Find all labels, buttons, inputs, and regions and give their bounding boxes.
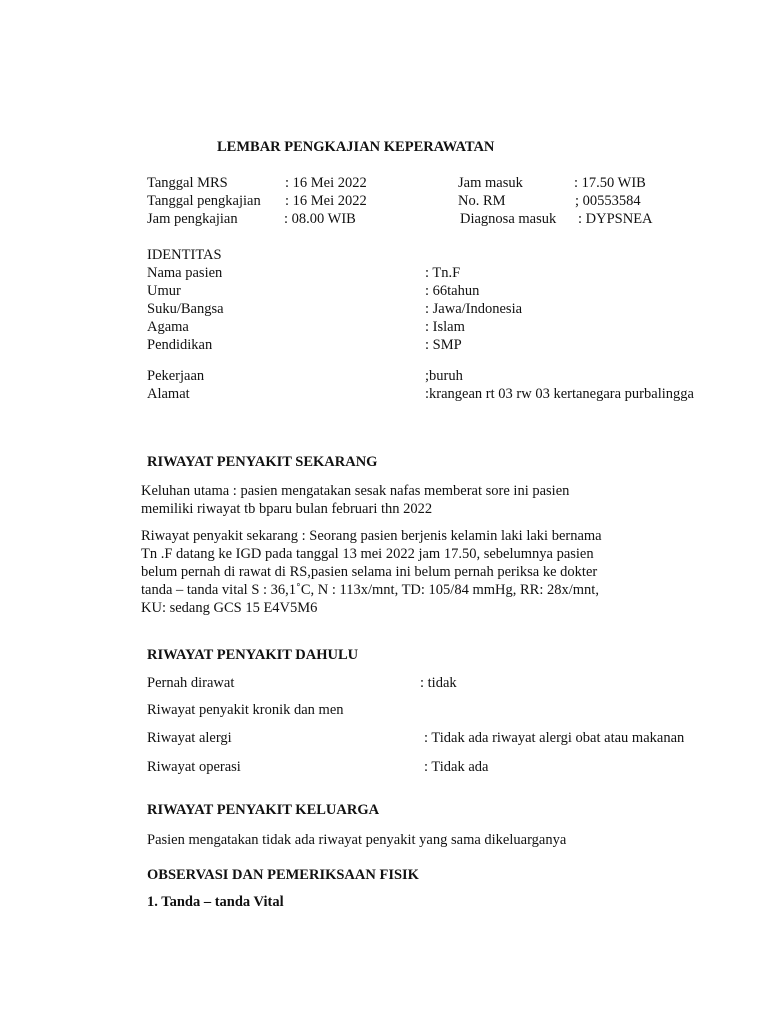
identitas-label: Pendidikan xyxy=(147,337,213,353)
jam-masuk-value: : 17.50 WIB xyxy=(574,175,646,191)
keluhan-utama-line: Keluhan utama : pasien mengatakan sesak nafas memberat sore ini pasien xyxy=(141,483,570,499)
riwayat-operasi-label: Riwayat operasi xyxy=(147,759,241,775)
riwayat-operasi-value: : Tidak ada xyxy=(424,759,489,775)
riwayat-keluarga-text: Pasien mengatakan tidak ada riwayat penyakit yang sama dikeluarganya xyxy=(147,832,567,848)
no-rm-label: No. RM xyxy=(458,193,506,209)
observasi-heading: OBSERVASI DAN PEMERIKSAAN FISIK xyxy=(147,867,419,883)
jam-pengkajian-label: Jam pengkajian xyxy=(147,211,238,227)
riwayat-kronik-label: Riwayat penyakit kronik dan men xyxy=(147,702,344,718)
riwayat-alergi-value: : Tidak ada riwayat alergi obat atau makanan xyxy=(424,730,685,746)
riwayat-alergi-label: Riwayat alergi xyxy=(147,730,232,746)
identitas-label: Suku/Bangsa xyxy=(147,301,224,317)
identitas-value: ;buruh xyxy=(425,368,463,384)
identitas-value: : 66tahun xyxy=(425,283,480,299)
riwayat-sekarang-heading: RIWAYAT PENYAKIT SEKARANG xyxy=(147,454,378,470)
identitas-value: : SMP xyxy=(425,337,462,353)
identitas-value: : Tn.F xyxy=(425,265,461,281)
tanggal-pengkajian-value: : 16 Mei 2022 xyxy=(285,193,367,209)
keluhan-utama-line: memiliki riwayat tb bparu bulan februari thn 2022 xyxy=(141,501,433,517)
tanggal-mrs-value: : 16 Mei 2022 xyxy=(285,175,367,191)
document-title: LEMBAR PENGKAJIAN KEPERAWATAN xyxy=(217,139,495,155)
diagnosa-masuk-label: Diagnosa masuk xyxy=(460,211,557,227)
identitas-value: : Jawa/Indonesia xyxy=(425,301,523,317)
tanda-vital-subheading: 1. Tanda – tanda Vital xyxy=(147,894,284,910)
no-rm-value: ; 00553584 xyxy=(575,193,641,209)
tanggal-pengkajian-label: Tanggal pengkajian xyxy=(147,193,261,209)
identitas-label: Agama xyxy=(147,319,189,335)
jam-masuk-label: Jam masuk xyxy=(458,175,523,191)
identitas-value: :krangean rt 03 rw 03 kertanegara purbalingga xyxy=(425,386,694,402)
identitas-label: Nama pasien xyxy=(147,265,223,281)
riwayat-sekarang-line: belum pernah di rawat di RS,pasien selama ini belum pernah periksa ke dokter xyxy=(141,564,598,580)
riwayat-sekarang-line: Tn .F datang ke IGD pada tanggal 13 mei 2022 jam 17.50, sebelumnya pasien xyxy=(141,546,594,562)
riwayat-keluarga-heading: RIWAYAT PENYAKIT KELUARGA xyxy=(147,802,380,818)
riwayat-sekarang-line: KU: sedang GCS 15 E4V5M6 xyxy=(141,600,318,616)
diagnosa-masuk-value: : DYPSNEA xyxy=(578,211,653,227)
identitas-label: Alamat xyxy=(147,386,190,402)
riwayat-dahulu-heading: RIWAYAT PENYAKIT DAHULU xyxy=(147,647,359,663)
pernah-dirawat-value: : tidak xyxy=(420,675,457,691)
tanggal-mrs-label: Tanggal MRS xyxy=(147,175,228,191)
identitas-value: : Islam xyxy=(425,319,465,335)
riwayat-sekarang-line: tanda – tanda vital S : 36,1˚C, N : 113x/mnt, TD: 105/84 mmHg, RR: 28x/mnt, xyxy=(141,582,599,598)
identitas-label: Pekerjaan xyxy=(147,368,205,384)
jam-pengkajian-value: : 08.00 WIB xyxy=(284,211,356,227)
pernah-dirawat-label: Pernah dirawat xyxy=(147,675,235,691)
identitas-heading: IDENTITAS xyxy=(147,247,222,263)
identitas-label: Umur xyxy=(147,283,181,299)
riwayat-sekarang-line: Riwayat penyakit sekarang : Seorang pasien berjenis kelamin laki laki bernama xyxy=(141,528,602,544)
